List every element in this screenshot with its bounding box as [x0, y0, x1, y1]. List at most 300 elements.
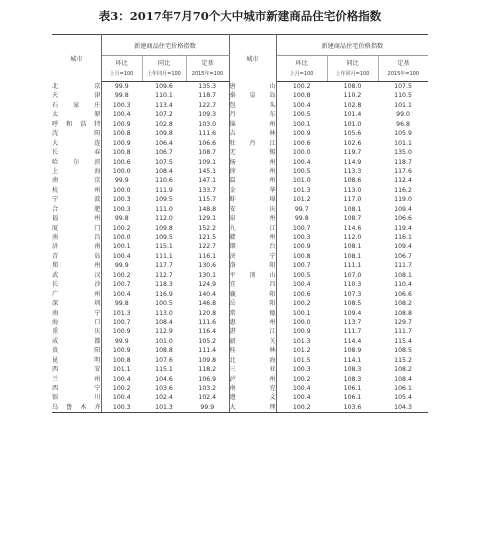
index-mom-right: 100.4	[292, 158, 311, 166]
table-row	[52, 299, 428, 308]
index-yoy-right: 108.3	[343, 375, 362, 383]
index-mom-left: 100.3	[112, 196, 131, 204]
index-base-right: 110.4	[394, 281, 412, 289]
index-yoy-left: 103.6	[155, 385, 173, 392]
index-yoy-right: 114.1	[343, 356, 362, 364]
index-mom-right: 100.6	[292, 290, 311, 298]
index-base-right: 107.5	[394, 83, 412, 90]
index-yoy-right: 101.4	[343, 111, 362, 119]
city-name-city-right: 丹东	[229, 111, 276, 119]
index-yoy-left: 107.6	[155, 356, 173, 364]
index-mom-right: 100.7	[292, 224, 311, 232]
index-base-left: 118.2	[186, 365, 229, 374]
index-mom-left: 100.7	[112, 281, 131, 289]
index-mom-right: 100.5	[292, 167, 311, 175]
city-name-city-right: 惠州	[229, 318, 276, 326]
table-body	[52, 82, 428, 413]
table-row	[52, 242, 428, 251]
city-name-city-left: 青岛	[52, 252, 101, 260]
city-name-city-left: 石家庄	[52, 101, 101, 109]
city-name-city-left: 昆明	[52, 356, 101, 364]
table-row	[52, 356, 428, 365]
index-base-right: 109.4	[394, 243, 412, 251]
index-base-right: 118.7	[394, 158, 412, 166]
mom-sub-right: 上月=100	[276, 68, 327, 82]
city-name-city-left: 长春	[52, 149, 101, 157]
index-mom-left: 100.4	[112, 375, 131, 383]
index-yoy-right: 108.6	[343, 177, 362, 185]
index-yoy-right: 108.1	[343, 252, 362, 260]
index-mom-right: 101.5	[292, 356, 311, 364]
index-mom-left: 100.8	[112, 149, 131, 157]
city-name-city-left: 兰州	[52, 375, 101, 383]
index-base-left: 122.7	[186, 242, 229, 251]
city-name-city-right: 岳阳	[229, 300, 276, 308]
index-base-left: 111.6	[186, 129, 229, 138]
index-base-left: 109.3	[186, 110, 229, 119]
index-mom-right: 101.3	[292, 186, 311, 194]
index-yoy-left: 118.3	[155, 281, 173, 289]
table-row	[52, 318, 428, 327]
city-name-city-left: 武汉	[52, 271, 101, 279]
yoy-sub-left: 上年同月=100	[142, 68, 186, 82]
index-yoy-right: 108.7	[343, 215, 362, 223]
city-name-city-right: 常德	[229, 309, 276, 317]
table-row	[52, 91, 428, 100]
city-name-city-left: 深圳	[52, 300, 101, 308]
index-yoy-left: 111.1	[155, 252, 173, 260]
table-row	[52, 167, 428, 176]
table-row	[52, 346, 428, 355]
city-name-city-left: 沈阳	[52, 130, 101, 138]
index-yoy-right: 114.9	[343, 158, 362, 166]
city-name-city-left: 大连	[52, 139, 101, 147]
city-name-city-right: 南充	[229, 385, 276, 392]
price-index-table	[52, 34, 428, 413]
index-yoy-left: 109.8	[155, 130, 173, 138]
index-base-left: 130.6	[186, 261, 229, 270]
city-name-city-right: 北海	[229, 356, 276, 364]
index-base-right: 111.7	[394, 328, 412, 336]
city-name-city-right: 赣州	[229, 234, 276, 241]
city-name-city-right: 泸州	[229, 375, 276, 383]
index-yoy-left: 113.0	[155, 309, 173, 317]
table-row	[52, 205, 428, 214]
table-row	[52, 252, 428, 261]
index-yoy-left: 109.5	[155, 196, 173, 204]
index-base-right: 117.6	[394, 167, 412, 175]
city-name-city-left: 海口	[52, 318, 101, 326]
city-name-city-left: 成都	[52, 337, 101, 345]
city-name-city-left: 呼和浩特	[52, 120, 101, 128]
index-base-left: 116.1	[186, 252, 229, 261]
city-name-city-left: 太原	[52, 111, 101, 119]
index-yoy-right: 113.7	[343, 318, 362, 326]
table-row	[52, 120, 428, 129]
index-yoy-right: 113.0	[343, 186, 362, 194]
table-row	[52, 375, 428, 384]
index-mom-left: 100.4	[112, 111, 131, 119]
index-mom-right: 101.3	[292, 337, 311, 345]
index-mom-left: 99.8	[114, 215, 129, 223]
table-row	[52, 384, 428, 393]
city-name-city-left: 宁波	[52, 196, 101, 204]
city-name-city-right: 无锡	[229, 149, 276, 157]
index-base-right: 112.4	[394, 177, 412, 185]
index-base-left: 115.7	[186, 195, 229, 204]
index-mom-left: 100.8	[112, 130, 131, 138]
index-mom-right: 100.3	[292, 366, 311, 374]
index-yoy-right: 110.3	[343, 281, 362, 289]
table-row	[52, 82, 428, 92]
index-base-right: 108.5	[394, 347, 412, 355]
city-name-city-right: 金华	[229, 186, 276, 194]
city-name-city-left: 广州	[52, 290, 101, 298]
index-yoy-left: 115.1	[155, 366, 173, 374]
index-base-left: 145.1	[186, 167, 229, 176]
index-yoy-right: 119.7	[343, 149, 362, 157]
index-yoy-left: 109.5	[155, 234, 173, 241]
index-yoy-left: 101.0	[155, 337, 173, 345]
index-yoy-left: 109.6	[155, 83, 173, 90]
table-row	[52, 261, 428, 270]
index-yoy-left: 108.4	[155, 167, 173, 175]
city-name-city-left: 郑州	[52, 262, 101, 270]
index-base-right: 104.3	[378, 403, 428, 413]
index-yoy-right: 114.6	[343, 224, 362, 232]
index-mom-left: 100.6	[112, 158, 131, 166]
city-name-city-right: 烟台	[229, 243, 276, 251]
city-name-city-left: 南昌	[52, 234, 101, 241]
table-row	[52, 309, 428, 318]
index-base-right: 101.1	[394, 139, 412, 147]
table-row	[52, 129, 428, 138]
city-name-city-left: 天津	[52, 92, 101, 100]
index-mom-left: 100.3	[112, 205, 131, 213]
index-yoy-left: 100.5	[155, 300, 173, 308]
index-mom-right: 100.2	[276, 403, 327, 413]
index-base-left: 105.2	[186, 337, 229, 346]
index-yoy-right: 108.3	[343, 366, 362, 374]
index-yoy-left: 106.4	[155, 139, 173, 147]
index-base-left: 135.3	[186, 82, 229, 92]
index-yoy-left: 110.1	[155, 92, 173, 100]
city-name-city-left: 南京	[52, 177, 101, 185]
index-base-left: 120.8	[186, 309, 229, 318]
index-base-right: 105.9	[394, 130, 412, 138]
index-base-right: 96.8	[396, 120, 410, 128]
index-yoy-left: 104.6	[155, 375, 173, 383]
index-base-right: 116.1	[394, 234, 412, 241]
index-mom-right: 100.8	[292, 252, 311, 260]
index-yoy-left: 107.5	[155, 158, 173, 166]
index-yoy-right: 108.1	[343, 205, 362, 213]
index-base-right: 99.0	[396, 111, 410, 119]
index-mom-right: 100.0	[292, 318, 311, 326]
index-mom-left: 101.1	[112, 366, 131, 374]
table-row	[52, 224, 428, 233]
index-base-left: 109.8	[186, 356, 229, 365]
index-base-left: 111.4	[186, 346, 229, 355]
index-yoy-left: 106.7	[155, 149, 173, 157]
table-row	[52, 158, 428, 167]
index-base-right: 135.0	[394, 149, 412, 157]
table-row	[52, 327, 428, 336]
city-name-city-right: 济宁	[229, 252, 276, 260]
index-base-right: 129.7	[394, 318, 412, 326]
index-mom-left: 100.2	[112, 385, 131, 392]
index-group-header-right: 新建商品住宅价格指数	[276, 35, 428, 56]
index-base-right: 108.2	[394, 300, 412, 308]
city-name-city-left: 厦门	[52, 224, 101, 232]
city-name-city-left: 西宁	[52, 385, 101, 392]
index-base-left: 129.1	[186, 214, 229, 223]
city-name-city-left: 南宁	[52, 309, 101, 317]
index-yoy-right: 108.5	[343, 300, 362, 308]
index-base-left: 108.7	[186, 148, 229, 157]
index-mom-right: 100.6	[292, 139, 311, 147]
index-mom-left: 99.8	[114, 300, 129, 308]
city-name-city-right: 九江	[229, 224, 276, 232]
index-base-right: 108.4	[394, 375, 412, 383]
index-yoy-left: 108.4	[155, 318, 173, 326]
index-base-right: 119.0	[394, 196, 412, 204]
city-name-city-right: 徐州	[229, 167, 276, 175]
index-mom-left: 99.8	[114, 92, 129, 100]
city-name-city-right: 秦皇岛	[229, 92, 276, 100]
table-row	[52, 195, 428, 204]
city-name-city-left: 济南	[52, 243, 101, 251]
index-mom-right: 100.9	[292, 328, 311, 336]
index-base-right: 110.5	[394, 92, 412, 100]
table-row	[52, 280, 428, 289]
index-mom-right: 100.2	[292, 300, 311, 308]
index-base-left: 124.9	[186, 280, 229, 289]
index-mom-left: 101.3	[112, 309, 131, 317]
index-yoy-left: 111.0	[155, 205, 173, 213]
index-group-header-left: 新建商品住宅价格指数	[101, 35, 229, 56]
city-name-city-left: 杭州	[52, 186, 101, 194]
city-name-city-left: 合肥	[52, 205, 101, 213]
index-base-right: 106.6	[394, 215, 412, 223]
index-base-left: 152.2	[186, 224, 229, 233]
city-name-city-right: 宜昌	[229, 281, 276, 289]
city-name-city-left: 北京	[52, 82, 101, 90]
city-name-city-right: 三亚	[229, 366, 276, 374]
index-yoy-right: 103.6	[327, 403, 378, 413]
index-mom-left: 100.0	[112, 234, 131, 241]
index-mom-left: 99.9	[114, 177, 129, 185]
table-row	[52, 233, 428, 242]
table-row	[52, 110, 428, 119]
index-base-left: 106.6	[186, 139, 229, 148]
index-mom-left: 100.4	[112, 252, 131, 260]
index-mom-right: 100.4	[292, 385, 311, 392]
index-base-left: 109.1	[186, 158, 229, 167]
base-header-right: 定基	[397, 59, 410, 67]
index-base-left: 102.4	[186, 393, 229, 402]
index-base-right: 111.7	[394, 262, 412, 270]
index-mom-right: 100.4	[292, 101, 311, 109]
index-mom-left: 99.9	[114, 83, 129, 90]
yoy-header-right: 同比	[327, 56, 378, 69]
index-yoy-right: 101.0	[343, 120, 362, 128]
index-base-right: 116.2	[394, 186, 412, 194]
index-mom-right: 100.4	[292, 281, 311, 289]
index-mom-right: 99.7	[294, 205, 309, 213]
index-base-right: 105.4	[394, 394, 412, 402]
index-yoy-right: 110.2	[343, 92, 362, 100]
index-yoy-right: 108.1	[343, 243, 362, 251]
index-mom-left: 100.0	[112, 167, 131, 175]
index-base-left: 103.2	[186, 384, 229, 393]
index-mom-right: 101.2	[292, 196, 311, 204]
index-base-right: 109.4	[394, 205, 412, 213]
index-mom-right: 100.9	[292, 130, 311, 138]
index-base-left: 146.8	[186, 299, 229, 308]
index-mom-left: 100.4	[112, 290, 131, 298]
city-name-city-right: 平顶山	[229, 271, 276, 279]
mom-header-right: 环比	[276, 56, 327, 69]
index-mom-left: 100.4	[112, 394, 131, 402]
table-row	[52, 176, 428, 185]
index-yoy-left: 111.9	[155, 186, 173, 194]
city-name-city-right: 襄阳	[229, 290, 276, 298]
index-yoy-right: 114.4	[343, 337, 362, 345]
table-title: 表3：2017年7月70个大中城市新建商品住宅价格指数	[98, 9, 382, 23]
table-row	[52, 271, 428, 280]
city-header-left: 城市	[52, 35, 101, 82]
index-mom-left: 100.3	[112, 101, 131, 109]
city-name-city-left: 上海	[52, 167, 101, 175]
index-base-left: 133.7	[186, 186, 229, 195]
index-mom-right: 100.5	[292, 111, 311, 119]
index-base-right: 115.2	[394, 356, 412, 364]
index-base-right: 108.2	[394, 366, 412, 374]
index-base-left: 148.8	[186, 205, 229, 214]
city-name-city-right: 扬州	[229, 158, 276, 166]
city-name-city-right: 牡丹江	[229, 139, 276, 147]
index-yoy-left: 112.9	[155, 328, 173, 336]
city-name-city-left: 重庆	[52, 328, 101, 336]
table-row	[52, 101, 428, 110]
index-yoy-left: 116.9	[155, 290, 173, 298]
index-yoy-right: 111.1	[343, 262, 362, 270]
table-row	[52, 214, 428, 223]
index-base-left: 111.6	[186, 318, 229, 327]
table-row	[52, 290, 428, 299]
city-name-city-left: 哈尔滨	[52, 158, 101, 166]
index-yoy-right: 105.6	[343, 130, 362, 138]
index-yoy-right: 102.6	[343, 139, 362, 147]
city-name-city-left: 长沙	[52, 281, 101, 289]
index-yoy-left: 110.6	[155, 177, 173, 185]
index-yoy-right: 106.1	[343, 394, 362, 402]
index-yoy-left: 115.1	[155, 243, 173, 251]
index-mom-left: 100.3	[101, 403, 142, 413]
index-mom-left: 100.7	[112, 318, 131, 326]
city-name-city-left: 西安	[52, 366, 101, 374]
index-mom-right: 101.0	[292, 177, 311, 185]
base-header-left: 定基	[186, 56, 229, 69]
index-yoy-right: 102.8	[343, 101, 362, 109]
table-row	[52, 186, 428, 195]
index-base-left: 106.9	[186, 375, 229, 384]
table-row	[52, 139, 428, 148]
index-base-right: 106.7	[394, 252, 412, 260]
index-mom-right: 100.7	[292, 262, 311, 270]
index-mom-left: 100.2	[112, 224, 131, 232]
index-mom-left: 99.9	[114, 337, 129, 345]
index-base-right: 119.4	[394, 224, 412, 232]
city-name-city-right: 遵义	[229, 394, 276, 402]
city-name-city-right: 温州	[229, 177, 276, 185]
index-yoy-right: 117.0	[343, 196, 362, 204]
index-mom-left: 100.9	[112, 139, 131, 147]
index-mom-right: 99.8	[294, 215, 309, 223]
index-yoy-left: 117.7	[155, 262, 173, 270]
index-yoy-right: 107.3	[343, 290, 362, 298]
city-name-city-right: 桂林	[229, 347, 276, 355]
index-yoy-left: 102.8	[155, 120, 173, 128]
index-base-right: 106.1	[394, 385, 412, 392]
index-mom-right: 100.1	[292, 120, 311, 128]
index-mom-left: 100.9	[112, 120, 131, 128]
index-yoy-right: 108.9	[343, 347, 362, 355]
index-mom-left: 100.9	[112, 347, 131, 355]
city-name-city-right: 湛江	[229, 328, 276, 336]
index-yoy-right: 106.1	[343, 385, 362, 392]
base-sub-right: 2015年=100	[378, 68, 428, 82]
index-yoy-left: 113.4	[155, 101, 173, 109]
index-base-left: 130.1	[186, 271, 229, 280]
table-row	[52, 148, 428, 157]
table-row	[52, 403, 428, 413]
index-yoy-left: 102.4	[155, 394, 173, 402]
index-base-right: 101.1	[394, 101, 412, 109]
index-mom-left: 100.1	[112, 243, 131, 251]
table-row	[52, 393, 428, 402]
index-mom-right: 100.9	[292, 243, 311, 251]
index-yoy-right: 107.0	[343, 271, 362, 279]
index-yoy-left: 112.7	[155, 271, 173, 279]
table-row	[52, 337, 428, 346]
index-base-right: 106.6	[394, 290, 412, 298]
index-mom-right: 100.8	[292, 92, 311, 100]
index-yoy-right: 111.7	[343, 328, 362, 336]
index-yoy-right: 113.3	[343, 167, 362, 175]
index-yoy-left: 107.2	[155, 111, 173, 119]
yoy-header-left: 同比	[142, 56, 186, 69]
city-name-city-right: 唐山	[229, 82, 276, 90]
index-mom-right: 100.2	[292, 375, 311, 383]
index-mom-right: 100.4	[292, 394, 311, 402]
index-base-left: 118.7	[186, 91, 229, 100]
index-base-right: 108.1	[394, 271, 412, 279]
index-base-left: 103.0	[186, 120, 229, 129]
index-base-left: 121.5	[186, 233, 229, 242]
city-name-city-left: 银川	[52, 394, 101, 402]
index-mom-right: 100.5	[292, 271, 311, 279]
mom-header-left: 环比	[101, 56, 142, 69]
city-name-city-left: 乌鲁木齐	[52, 403, 101, 411]
city-name-city-left: 福州	[52, 215, 101, 223]
index-yoy-left: 101.3	[142, 403, 186, 413]
index-mom-left: 100.0	[112, 186, 131, 194]
index-yoy-right: 108.0	[343, 83, 362, 90]
index-base-right: 108.8	[394, 309, 412, 317]
city-name-city-right: 包头	[229, 101, 276, 109]
